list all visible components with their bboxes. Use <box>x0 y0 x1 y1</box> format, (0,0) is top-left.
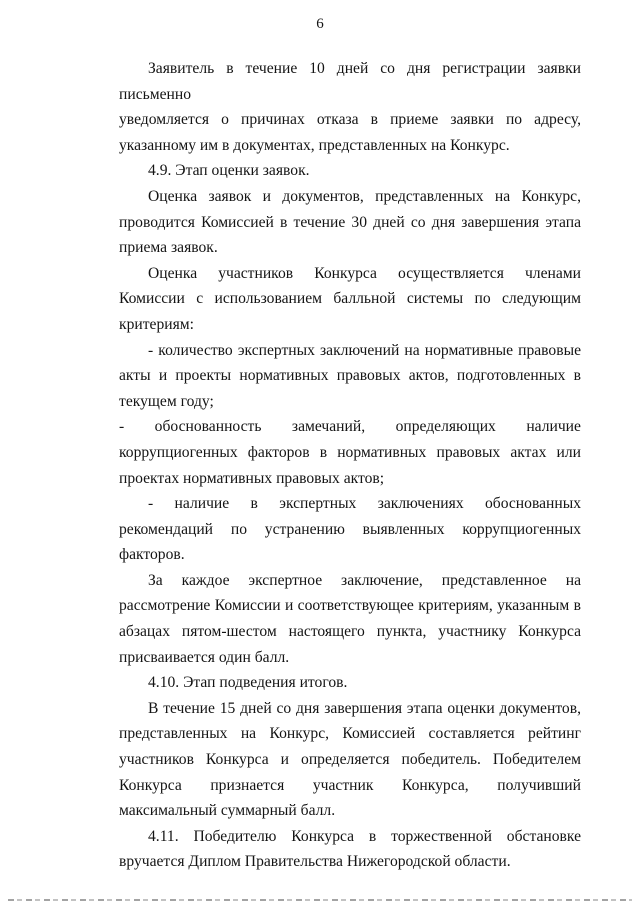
criteria-word: - <box>119 418 125 436</box>
criteria-word: обоснованность <box>154 418 262 436</box>
section-heading-4-9: 4.9. Этап оценки заявок. <box>148 162 310 180</box>
page-number: 6 <box>316 16 324 32</box>
criteria-item-validity-rest: коррупциогенных факторов в нормативных правовых актах или проектах нормативных правовых актов; <box>119 443 581 487</box>
criteria-item-expert-conclusions: - количество экспертных заключений на нормативные правовые акты и проекты нормативных правовых актов, подготовленных в текущем году; <box>119 341 581 410</box>
paragraph-diploma-award: 4.11. Победителю Конкурса в торжественной обстановке вручается Диплом Правительства Нижегородской области. <box>119 827 581 871</box>
document-body <box>119 56 581 875</box>
paragraph-applicant-notification: уведомляется о причинах отказа в приеме заявки по адресу, указанному им в документах, представленных на Конкурс. <box>119 111 581 154</box>
paragraph-evaluation-period: Оценка заявок и документов, представленных на Конкурс, проводится Комиссией в течение 30 дней со дня завершения этапа приема заявок. <box>119 187 581 257</box>
criteria-item-recommendations: - наличие в экспертных заключениях обоснованных рекомендаций по устранению выявленных коррупциогенных факторов. <box>119 495 581 564</box>
criteria-item-validity-first-line <box>119 414 581 440</box>
criteria-word: наличие <box>526 418 581 436</box>
paragraph-scoring-rule: За каждое экспертное заключение, представленное на рассмотрение Комиссии и соответствующее критериям, указанным в абзацах пятом-шестом настоящего пункта, участнику Конкурса присваивается один балл. <box>119 571 581 666</box>
paragraph-results-rating: В течение 15 дней со дня завершения этапа оценки документов, представленных на Конкурс, Комиссией составляется рейтинг участников Конкурса и определяется победитель. Победителем Конкурса признается участник Конкурса, получивший максимальный суммарный балл. <box>119 699 581 820</box>
section-heading-4-10: 4.10. Этап подведения итогов. <box>148 674 348 692</box>
paragraph-evaluation-criteria: Оценка участников Конкурса осуществляется членами Комиссии с использованием балльной системы по следующим критериям: <box>119 264 581 333</box>
criteria-word: определяющих <box>395 418 496 436</box>
scan-edge-artifact <box>8 899 632 901</box>
paragraph-applicant-first-line: Заявитель в течение 10 дней со дня регистрации заявки письменно <box>119 60 581 103</box>
criteria-word: замечаний, <box>291 418 366 436</box>
